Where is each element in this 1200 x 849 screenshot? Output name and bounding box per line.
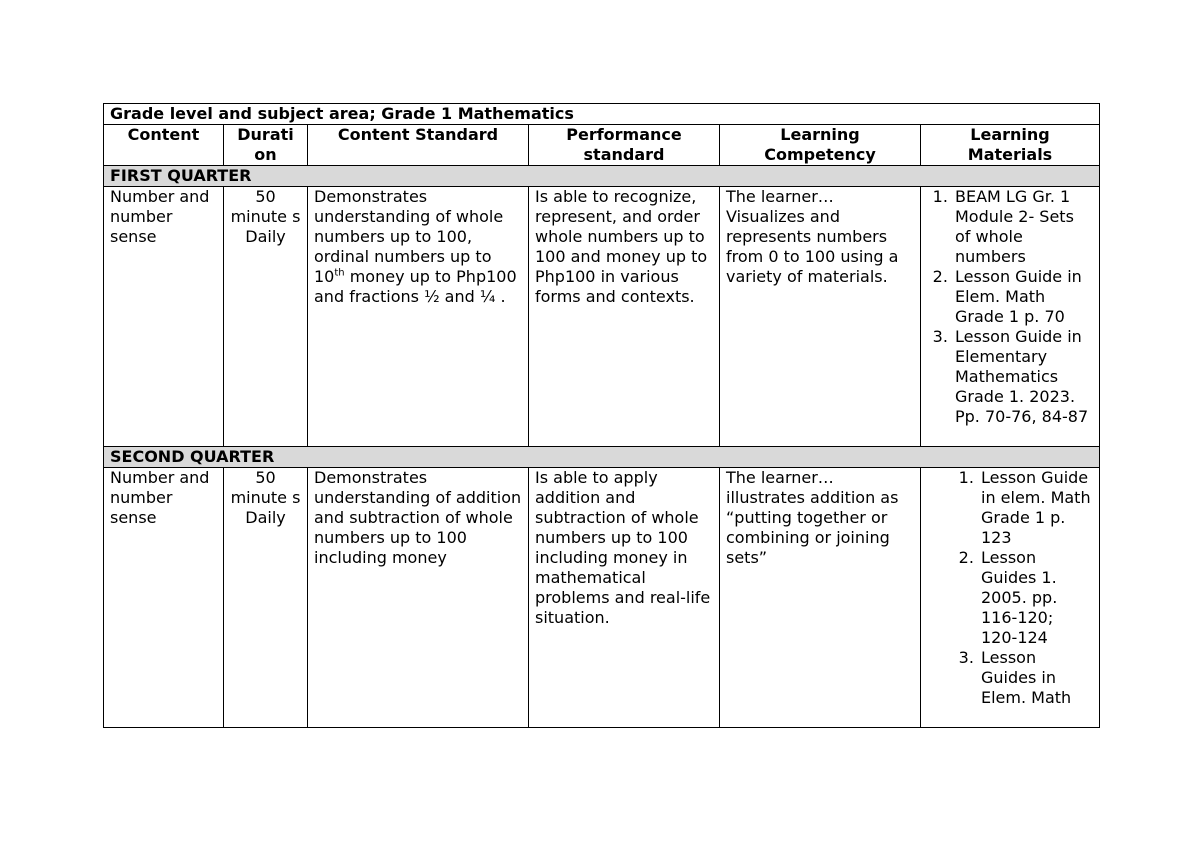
- first-quarter-label: FIRST QUARTER: [104, 166, 1100, 187]
- competency-intro: The learner…: [726, 187, 834, 206]
- header-learning-materials: Learning Materials: [921, 125, 1100, 166]
- content-standard-text-cont: money up to Php100 and fractions ½ and ¼ .: [314, 267, 517, 306]
- header-content: Content: [104, 125, 224, 166]
- title-row: [104, 104, 1100, 125]
- materials-list: [927, 187, 1093, 427]
- content-standard-cell: Demonstrates understanding of addition and subtraction of whole numbers up to 100 including money: [308, 468, 529, 728]
- learning-materials-cell: [921, 187, 1100, 447]
- header-duration: Durati on: [224, 125, 308, 166]
- content-standard-cell: [308, 187, 529, 447]
- table-row: [104, 468, 1100, 728]
- list-item: 3. Lesson Guide in Elementary Mathematics Grade 1. 2023. Pp. 70-76, 84-87: [953, 327, 1093, 427]
- content-cell: Number and number sense: [104, 468, 224, 728]
- header-content-standard: Content Standard: [308, 125, 529, 166]
- superscript: th: [334, 267, 345, 279]
- header-learning-competency: Learning Competency: [720, 125, 921, 166]
- performance-standard-cell: Is able to apply addition and subtraction of whole numbers up to 100 including money in mathematical problems and real-life situation.: [529, 468, 720, 728]
- second-quarter-row: [104, 447, 1100, 468]
- performance-standard-cell: Is able to recognize, represent, and order whole numbers up to 100 and money up to Php100 in various forms and contexts.: [529, 187, 720, 447]
- table-row: [104, 187, 1100, 447]
- content-standard-text: Demonstrates understanding of whole numbers up to 100, ordinal numbers up to 10: [314, 187, 504, 286]
- learning-competency-cell: [720, 187, 921, 447]
- competency-text: illustrates addition as “putting together or combining or joining sets”: [726, 488, 899, 567]
- content-cell: Number and number sense: [104, 187, 224, 447]
- list-item: 2. Lesson Guides 1. 2005. pp. 116-120; 120-124: [979, 548, 1093, 648]
- duration-cell: 50 minute s Daily: [224, 468, 308, 728]
- list-item: 1. BEAM LG Gr. 1 Module 2- Sets of whole numbers: [953, 187, 1093, 267]
- list-item: 3. Lesson Guides in Elem. Math: [979, 648, 1093, 708]
- header-performance-standard: Performance standard: [529, 125, 720, 166]
- learning-competency-cell: [720, 468, 921, 728]
- competency-text: Visualizes and represents numbers from 0 to 100 using a variety of materials.: [726, 207, 899, 286]
- materials-list: [927, 468, 1093, 708]
- header-row: [104, 125, 1100, 166]
- table-title: Grade level and subject area; Grade 1 Mathematics: [104, 104, 1100, 125]
- second-quarter-label: SECOND QUARTER: [104, 447, 1100, 468]
- list-item: 1. Lesson Guide in elem. Math Grade 1 p. 123: [979, 468, 1093, 548]
- duration-cell: 50 minute s Daily: [224, 187, 308, 447]
- learning-materials-cell: [921, 468, 1100, 728]
- first-quarter-row: [104, 166, 1100, 187]
- competency-intro: The learner…: [726, 468, 834, 487]
- list-item: 2. Lesson Guide in Elem. Math Grade 1 p. 70: [953, 267, 1093, 327]
- curriculum-table: [103, 103, 1100, 728]
